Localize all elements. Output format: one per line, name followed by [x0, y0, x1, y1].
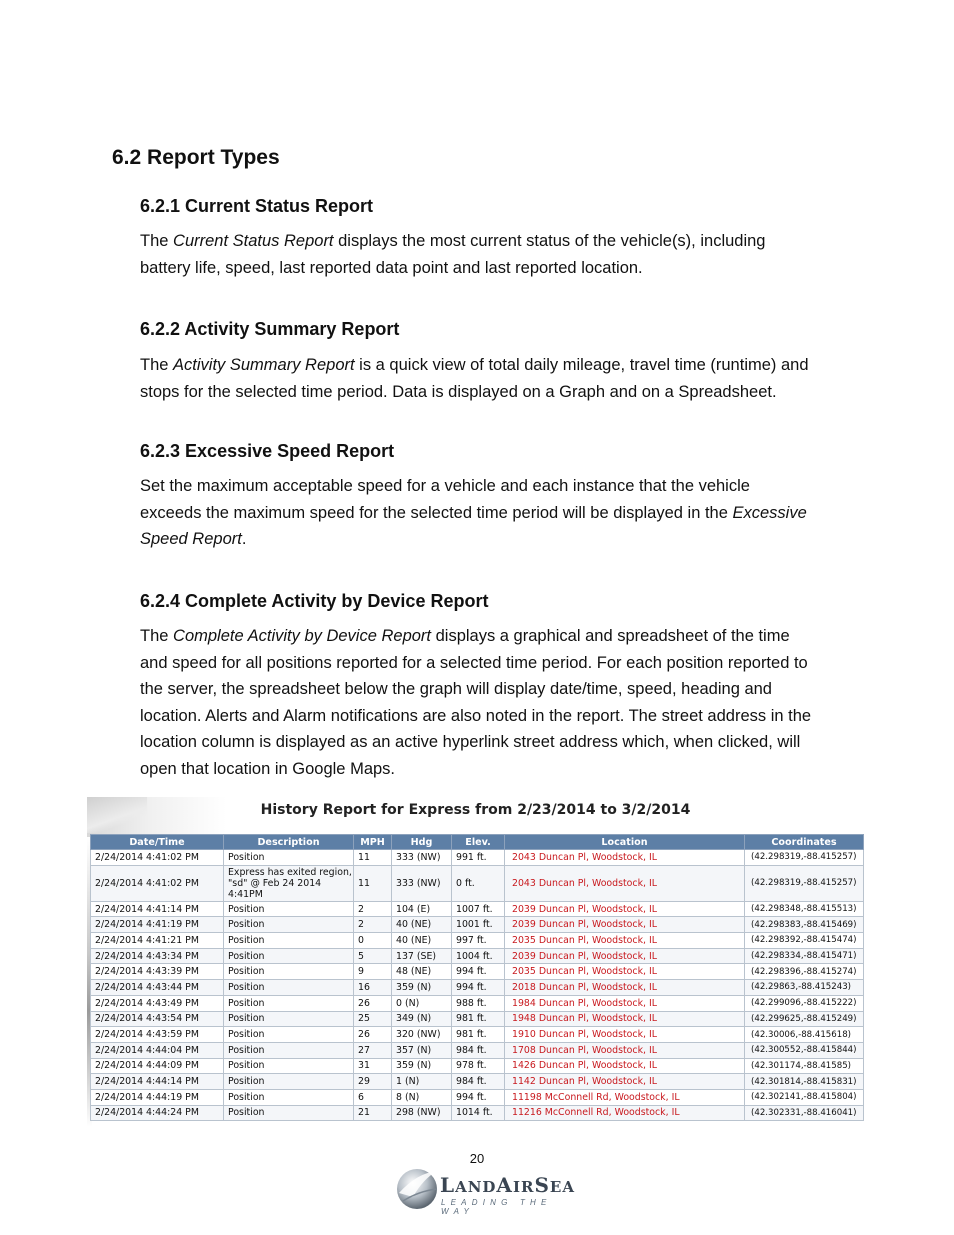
cell-coordinates: (42.298383,-88.415469) [745, 917, 864, 933]
table-row [91, 1058, 864, 1074]
table-row [91, 1105, 864, 1121]
cell-description: Position [224, 1042, 354, 1058]
text: exceeds the maximum speed for the selected time period will be displayed in the [140, 503, 733, 522]
column-header-elevation[interactable]: Elev. [452, 835, 505, 850]
cell-elevation: 0 ft. [452, 865, 505, 901]
cell-coordinates: (42.298396,-88.415274) [745, 964, 864, 980]
cell-description: Position [224, 917, 354, 933]
cell-mph: 6 [354, 1089, 392, 1105]
cell-elevation: 991 ft. [452, 850, 505, 866]
table-row [91, 901, 864, 917]
cell-datetime: 2/24/2014 4:43:59 PM [91, 1027, 224, 1043]
cell-datetime: 2/24/2014 4:41:02 PM [91, 865, 224, 901]
page-number: 20 [469, 1151, 485, 1166]
logo-tagline: LEADING THE WAY [441, 1198, 552, 1216]
cell-datetime: 2/24/2014 4:44:09 PM [91, 1058, 224, 1074]
cell-coordinates: (42.299096,-88.415222) [745, 995, 864, 1011]
text: The [140, 356, 174, 374]
history-table [90, 834, 864, 1121]
text: The [140, 232, 174, 250]
landairsea-logo [393, 1163, 575, 1216]
text: battery life, speed, last reported data point and last reported location. [140, 258, 643, 277]
table-row [91, 865, 864, 901]
table-row [91, 1042, 864, 1058]
history-table-header-row [91, 835, 864, 850]
cell-mph: 2 [354, 901, 392, 917]
cell-datetime: 2/24/2014 4:43:39 PM [91, 964, 224, 980]
cell-location[interactable]: 2035 Duncan Pl, Woodstock, IL [505, 964, 745, 980]
text: is a quick view of total daily mileage, travel time (runtime) and [354, 356, 809, 374]
text: open that location in Google Maps. [140, 759, 396, 778]
table-row [91, 1074, 864, 1090]
cell-location[interactable]: 1984 Duncan Pl, Woodstock, IL [505, 995, 745, 1011]
cell-coordinates: (42.298319,-88.415257) [745, 865, 864, 901]
cell-heading: 298 (NW) [392, 1105, 452, 1121]
cell-datetime: 2/24/2014 4:44:04 PM [91, 1042, 224, 1058]
cell-elevation: 988 ft. [452, 995, 505, 1011]
cell-description: Position [224, 1058, 354, 1074]
cell-elevation: 1007 ft. [452, 901, 505, 917]
table-row [91, 995, 864, 1011]
cell-location[interactable]: 1426 Duncan Pl, Woodstock, IL [505, 1058, 745, 1074]
cell-coordinates: (42.298348,-88.415513) [745, 901, 864, 917]
cell-datetime: 2/24/2014 4:43:49 PM [91, 995, 224, 1011]
column-header-coordinates[interactable]: Coordinates [745, 835, 864, 850]
table-row [91, 1027, 864, 1043]
cell-datetime: 2/24/2014 4:44:14 PM [91, 1074, 224, 1090]
cell-mph: 0 [354, 933, 392, 949]
globe-logo-icon [393, 1163, 441, 1211]
cell-description: Position [224, 850, 354, 866]
cell-description: Position [224, 1074, 354, 1090]
logo-wordmark: LANDAIRSEA [440, 1173, 575, 1197]
paragraph-line [140, 756, 850, 783]
cell-heading: 48 (NE) [392, 964, 452, 980]
text: location. Alerts and Alarm notifications are also noted in the report. The street address in the [140, 706, 812, 725]
paragraph-excessive-speed [140, 473, 850, 553]
cell-elevation: 994 ft. [452, 964, 505, 980]
cell-location[interactable]: 1708 Duncan Pl, Woodstock, IL [505, 1042, 745, 1058]
italic-text: Complete Activity by Device Report [173, 627, 432, 645]
cell-heading: 137 (SE) [392, 948, 452, 964]
cell-description: Express has exited region, "sd" @ Feb 24 2014 4:41PM [224, 865, 354, 901]
cell-elevation: 978 ft. [452, 1058, 505, 1074]
cell-description: Position [224, 1089, 354, 1105]
cell-coordinates: (42.298334,-88.415471) [745, 948, 864, 964]
paragraph-line [140, 703, 850, 730]
text: . [241, 530, 247, 548]
cell-heading: 333 (NW) [392, 850, 452, 866]
text: and speed for all positions reported for a selected time period. For each position reported to [140, 653, 808, 672]
cell-heading: 104 (E) [392, 901, 452, 917]
cell-description: Position [224, 995, 354, 1011]
table-row [91, 980, 864, 996]
cell-datetime: 2/24/2014 4:41:19 PM [91, 917, 224, 933]
text: stops for the selected time period. Data is displayed on a Graph and on a Spreadsheet. [140, 382, 777, 401]
history-report-title: History Report for Express from 2/23/2014 to 3/2/2014 [260, 802, 691, 818]
cell-mph: 5 [354, 948, 392, 964]
cell-coordinates: (42.298392,-88.415474) [745, 933, 864, 949]
column-header-mph[interactable]: MPH [354, 835, 392, 850]
paragraph-line [140, 352, 850, 379]
cell-mph: 21 [354, 1105, 392, 1121]
cell-location[interactable]: 2035 Duncan Pl, Woodstock, IL [505, 933, 745, 949]
cell-description: Position [224, 1105, 354, 1121]
paragraph-line [140, 676, 850, 703]
cell-mph: 25 [354, 1011, 392, 1027]
cell-coordinates: (42.298319,-88.415257) [745, 850, 864, 866]
cell-mph: 16 [354, 980, 392, 996]
paragraph-line [140, 228, 850, 255]
text: displays a graphical and spreadsheet of the time [431, 627, 790, 645]
cell-mph: 11 [354, 865, 392, 901]
cell-datetime: 2/24/2014 4:41:02 PM [91, 850, 224, 866]
table-row [91, 1011, 864, 1027]
cell-heading: 8 (N) [392, 1089, 452, 1105]
cell-datetime: 2/24/2014 4:41:14 PM [91, 901, 224, 917]
cell-heading: 357 (N) [392, 1042, 452, 1058]
subsection-title-excessive-speed: 6.2.3 Excessive Speed Report [140, 441, 395, 461]
cell-datetime: 2/24/2014 4:44:24 PM [91, 1105, 224, 1121]
history-report-screenshot [87, 797, 864, 1127]
column-header-description[interactable]: Description [224, 835, 354, 850]
cell-description: Position [224, 980, 354, 996]
cell-datetime: 2/24/2014 4:43:44 PM [91, 980, 224, 996]
cell-description: Position [224, 1027, 354, 1043]
subsection-title-activity-summary: 6.2.2 Activity Summary Report [140, 319, 400, 339]
cell-heading: 359 (N) [392, 1058, 452, 1074]
cell-location[interactable]: 1142 Duncan Pl, Woodstock, IL [505, 1074, 745, 1090]
cell-coordinates: (42.30006,-88.415618) [745, 1027, 864, 1043]
cell-heading: 349 (N) [392, 1011, 452, 1027]
column-header-heading[interactable]: Hdg [392, 835, 452, 850]
cell-location[interactable]: 11216 McConnell Rd, Woodstock, IL [505, 1105, 745, 1121]
column-header-datetime[interactable]: Date/Time [91, 835, 224, 850]
cell-mph: 9 [354, 964, 392, 980]
cell-datetime: 2/24/2014 4:43:54 PM [91, 1011, 224, 1027]
cell-location[interactable]: 1948 Duncan Pl, Woodstock, IL [505, 1011, 745, 1027]
table-row [91, 948, 864, 964]
paragraph-current-status [140, 228, 850, 281]
paragraph-activity-summary [140, 352, 850, 405]
cell-description: Position [224, 948, 354, 964]
cell-coordinates: (42.301814,-88.415831) [745, 1074, 864, 1090]
paragraph-line [140, 500, 850, 527]
cell-heading: 40 (NE) [392, 917, 452, 933]
cell-elevation: 1001 ft. [452, 917, 505, 933]
cell-datetime: 2/24/2014 4:41:21 PM [91, 933, 224, 949]
cell-elevation: 997 ft. [452, 933, 505, 949]
cell-heading: 359 (N) [392, 980, 452, 996]
cell-coordinates: (42.300552,-88.415844) [745, 1042, 864, 1058]
text: displays the most current status of the vehicle(s), including [333, 232, 766, 250]
paragraph-line [140, 255, 850, 282]
cell-description: Position [224, 933, 354, 949]
paragraph-line [140, 526, 850, 553]
paragraph-line [140, 379, 850, 406]
italic-text: Current Status Report [173, 232, 334, 250]
cell-heading: 320 (NW) [392, 1027, 452, 1043]
cell-coordinates: (42.302331,-88.416041) [745, 1105, 864, 1121]
cell-mph: 31 [354, 1058, 392, 1074]
history-table-body [91, 850, 864, 1121]
cell-elevation: 984 ft. [452, 1074, 505, 1090]
text: location column is displayed as an active hyperlink street address which, when clicked, will [140, 733, 801, 751]
text: The [140, 627, 174, 645]
paragraph-complete-activity [140, 623, 850, 782]
cell-heading: 1 (N) [392, 1074, 452, 1090]
paragraph-line [140, 623, 850, 650]
cell-heading: 333 (NW) [392, 865, 452, 901]
cell-location[interactable]: 2039 Duncan Pl, Woodstock, IL [505, 917, 745, 933]
cell-elevation: 981 ft. [452, 1027, 505, 1043]
cell-location[interactable]: 2018 Duncan Pl, Woodstock, IL [505, 980, 745, 996]
cell-location[interactable]: 11198 McConnell Rd, Woodstock, IL [505, 1089, 745, 1105]
table-row [91, 933, 864, 949]
cell-location[interactable]: 1910 Duncan Pl, Woodstock, IL [505, 1027, 745, 1043]
cell-elevation: 1004 ft. [452, 948, 505, 964]
cell-datetime: 2/24/2014 4:44:19 PM [91, 1089, 224, 1105]
cell-datetime: 2/24/2014 4:43:34 PM [91, 948, 224, 964]
cell-mph: 29 [354, 1074, 392, 1090]
cell-coordinates: (42.299625,-88.415249) [745, 1011, 864, 1027]
table-row [91, 917, 864, 933]
cell-coordinates: (42.302141,-88.415804) [745, 1089, 864, 1105]
column-header-location[interactable]: Location [505, 835, 745, 850]
cell-mph: 27 [354, 1042, 392, 1058]
cell-coordinates: (42.29863,-88.415243) [745, 980, 864, 996]
cell-location[interactable]: 2043 Duncan Pl, Woodstock, IL [505, 865, 745, 901]
paragraph-line [140, 729, 850, 756]
cell-elevation: 1014 ft. [452, 1105, 505, 1121]
paragraph-line [140, 650, 850, 677]
italic-text: Excessive [732, 503, 807, 522]
subsection-title-complete-activity: 6.2.4 Complete Activity by Device Report [140, 591, 489, 611]
cell-description: Position [224, 964, 354, 980]
table-row [91, 1089, 864, 1105]
cell-mph: 26 [354, 995, 392, 1011]
paragraph-line [140, 473, 850, 500]
cell-coordinates: (42.301174,-88.41585) [745, 1058, 864, 1074]
cell-mph: 11 [354, 850, 392, 866]
text: Set the maximum acceptable speed for a vehicle and each instance that the vehicle [140, 477, 750, 495]
cell-elevation: 984 ft. [452, 1042, 505, 1058]
cell-heading: 40 (NE) [392, 933, 452, 949]
text: the server, the spreadsheet below the graph will display date/time, speed, heading and [140, 680, 772, 698]
cell-mph: 26 [354, 1027, 392, 1043]
cell-elevation: 994 ft. [452, 980, 505, 996]
cell-location[interactable]: 2039 Duncan Pl, Woodstock, IL [505, 901, 745, 917]
cell-location[interactable]: 2039 Duncan Pl, Woodstock, IL [505, 948, 745, 964]
cell-elevation: 994 ft. [452, 1089, 505, 1105]
cell-elevation: 981 ft. [452, 1011, 505, 1027]
cell-location[interactable]: 2043 Duncan Pl, Woodstock, IL [505, 850, 745, 866]
cell-description: Position [224, 901, 354, 917]
cell-description: Position [224, 1011, 354, 1027]
table-row [91, 850, 864, 866]
cell-heading: 0 (N) [392, 995, 452, 1011]
section-title: 6.2 Report Types [112, 146, 280, 169]
table-row [91, 964, 864, 980]
italic-text: Activity Summary Report [173, 356, 355, 374]
cell-mph: 2 [354, 917, 392, 933]
subsection-title-current-status: 6.2.1 Current Status Report [140, 196, 374, 216]
italic-text: Speed Report [140, 530, 242, 548]
